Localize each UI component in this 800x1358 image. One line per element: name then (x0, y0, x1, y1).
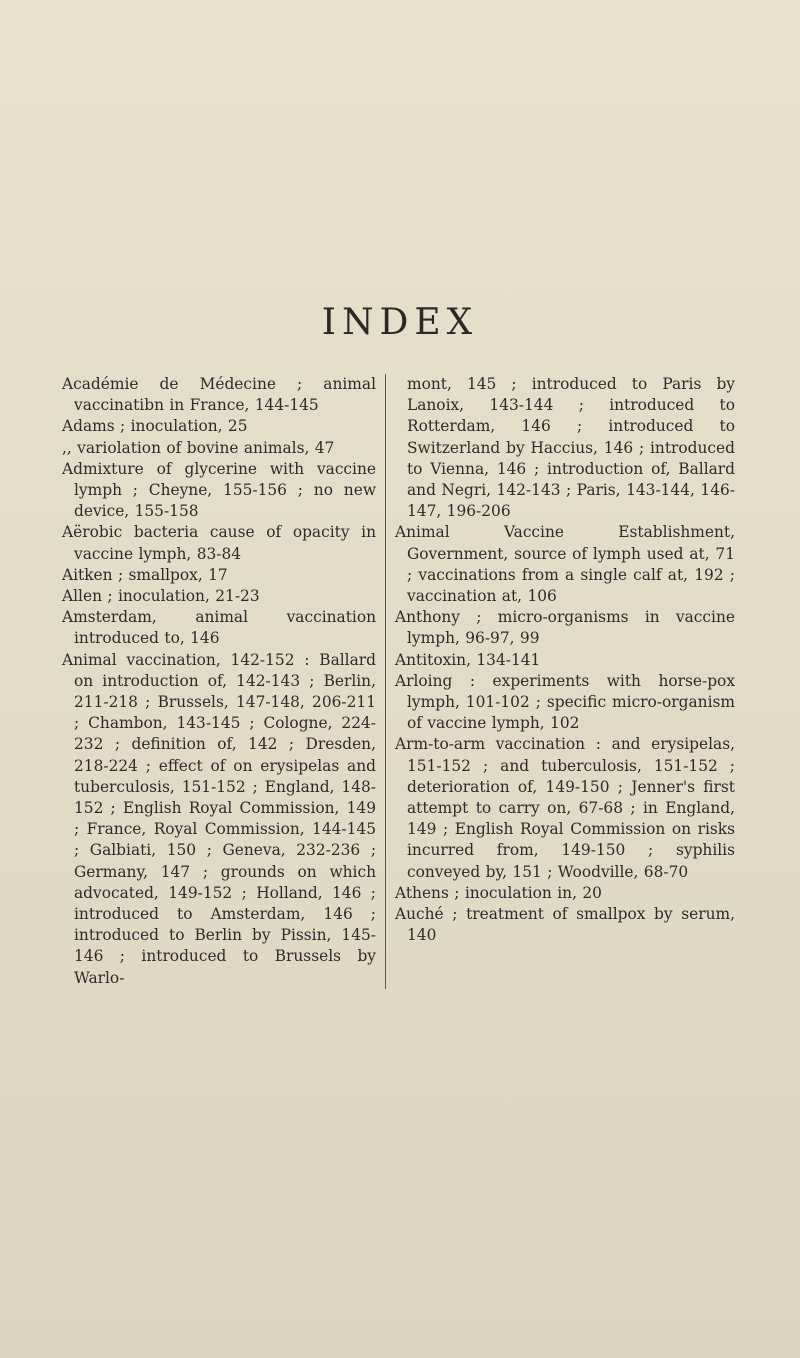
index-entry: Aërobic bacteria cause of opacity in vaccine lymph, 83-84 (62, 523, 376, 563)
left-column (62, 374, 386, 989)
index-entry-continued: mont, 145 ; introduced to Paris by Lanoix, 143-144 ; introduced to Rotterdam, 146 ; introduced to Switzerland by Haccius, 146 ; introduced to Vienna, 146 ; introduction of, Ballard and Negri, 142-143 ; Paris, 143-144, 146-147, 196-206 (407, 375, 735, 521)
index-entry: Arloing : experiments with horse-pox lymph, 101-102 ; specific micro-organism of vaccine lymph, 102 (395, 671, 735, 733)
index-entry: Arm-to-arm vaccination : and erysipelas, 151-152 ; and tuberculosis, 151-152 ; deterioration of, 149-150 ; Jenner's first attempt to carry on, 67-68 ; in England, 149 ; English Royal Commission on risks incurred from, 149-150 ; syphilis conveyed by, 151 ; Woodville, 68-70 (395, 735, 735, 881)
index-entry: Athens ; inoculation in, 20 (395, 883, 602, 902)
index-entry: Aitken ; smallpox, 17 (62, 565, 228, 584)
index-entry: Allen ; inoculation, 21-23 (62, 587, 260, 606)
index-entry: ,, variolation of bovine animals, 47 (62, 438, 335, 457)
index-entry: Antitoxin, 134-141 (395, 650, 541, 669)
index-entry: Anthony ; micro-organisms in vaccine lymph, 96-97, 99 (395, 608, 735, 648)
index-entry: Auché ; treatment of smallpox by serum, 140 (395, 905, 735, 945)
index-entry: Amsterdam, animal vaccination introduced to, 146 (62, 608, 376, 648)
index-entry: Adams ; inoculation, 25 (62, 417, 248, 436)
index-entry: Animal Vaccine Establishment, Government, source of lymph used at, 71 ; vaccinations from a single calf at, 192 ; vaccination at, 106 (395, 523, 735, 606)
index-entry: Académie de Médecine ; animal vaccinatibn in France, 144-145 (62, 375, 376, 415)
index-entry: Animal vaccination, 142-152 : Ballard on introduction of, 142-143 ; Berlin, 211-218 ; Brussels, 147-148, 206-211 ; Chambon, 143-145 ; Cologne, 224-232 ; definition of, 142 ; Dresden, 218-224 ; effect of on erysipelas and tuberculosis, 151-152 ; England, 148-152 ; English Royal Commission, 149 ; France, Royal Commission, 144-145 ; Galbiati, 150 ; Geneva, 232-236 ; Germany, 147 ; grounds on which advocated, 149-152 ; Holland, 146 ; introduced to Amsterdam, 146 ; introduced to Berlin by Pissin, 145-146 ; introduced to Brussels by Warlo- (62, 650, 376, 987)
right-column (386, 374, 735, 989)
index-entry: Admixture of glycerine with vaccine lymph ; Cheyne, 155-156 ; no new device, 155-158 (62, 459, 376, 521)
page-title: INDEX (321, 302, 479, 343)
index-columns (62, 374, 738, 989)
